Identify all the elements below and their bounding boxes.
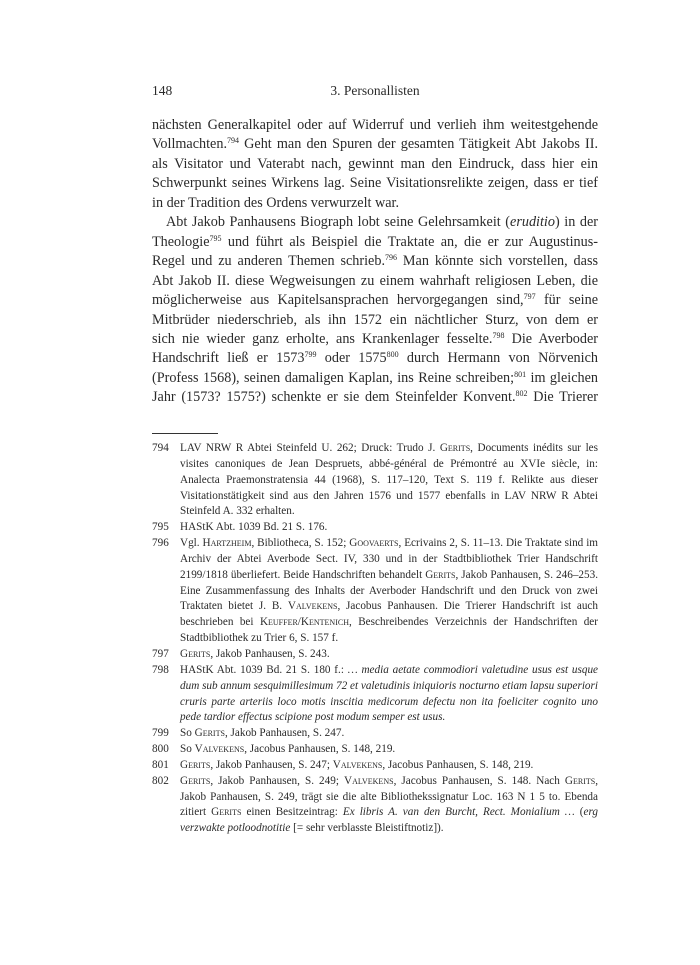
text-run: Abt Jakob Panhausens Biograph lobt seine Gelehrsamkeit ( — [166, 214, 511, 231]
text-run: , Jacobus Panhausen, S. 148, 219. — [382, 758, 534, 771]
line: Mitbrüder niederschrieb, als ihn 1572 ein nächtlicher Sturz, von dem er — [152, 311, 598, 328]
footnote-ref-795[interactable]: 795 — [209, 233, 222, 243]
footnote-number: 794 — [152, 442, 169, 454]
paragraph — [152, 116, 598, 194]
line: Abt Jakob II. diese Wegweisungen zu einem wahrhaft religiosen Leben, die — [152, 272, 598, 289]
author-name: Valvekens — [332, 758, 383, 771]
text-run: LAV NRW R Abtei Steinfeld U. 262; Druck: Trudo J. — [180, 442, 440, 454]
text-run: Vollmachten. — [152, 136, 227, 153]
footnote-796 — [152, 536, 598, 647]
text-run: , Jakob Panhausen, S. 247. — [224, 727, 345, 740]
italic-quote: erg verzwakte potloodnotitie — [180, 806, 599, 835]
running-title: 3. Personallisten — [330, 83, 420, 98]
footnote-801 — [152, 758, 598, 774]
latin-quote: … media aetate commodiori valetudine usus est usque dum sub annum sesquimillesimum 72 et valetudinis iniquioris nocturno etiam lapsu superiori cruris parte arteriis loco motis inscitia medicorum defectu non ita foeliciter cognito uno pede tardior effectus scipione post modum semper est usus. — [180, 663, 599, 724]
author-name: Gerits — [180, 774, 211, 787]
line: in der Tradition des Ordens verwurzelt war. — [152, 194, 400, 211]
text-run: und führt als Beispiel die Traktate an, die er zur Augustinus- — [221, 233, 598, 250]
footnote-ref-794[interactable]: 794 — [227, 136, 239, 146]
text-run: , Bibliotheca, S. 152; — [251, 537, 350, 550]
text-run: , Jakob Panhausen, S. 249; — [210, 774, 344, 787]
main-text — [152, 116, 598, 408]
footnote-number: 796 — [152, 537, 169, 550]
author-name: Gerits — [180, 758, 211, 771]
footnote-ref-802[interactable]: 802 — [515, 389, 528, 399]
footnote-802 — [152, 774, 598, 837]
italic-quote: Ex libris A. van den Burcht, Rect. Monialium … — [342, 806, 575, 819]
text-run: Theologie — [152, 233, 210, 250]
footnote-number: 795 — [152, 521, 169, 534]
footnotes — [152, 441, 598, 837]
footnote-number: 799 — [152, 727, 169, 740]
footnote-ref-801[interactable]: 801 — [514, 369, 527, 379]
footnote-number: 802 — [152, 774, 169, 787]
text-run: , Jacobus Panhausen. Die Trierer Handschrift ist auch beschrieben bei — [180, 600, 598, 629]
text-run: Jahr (1573? 1575?) schenkte er sie dem Steinfelder Konvent. — [152, 389, 516, 406]
line: als Visitator und Vaterabt nach, gewinnt man den Eindruck, dass hier ein — [152, 155, 598, 172]
paragraph — [152, 213, 598, 408]
footnote-ref-798[interactable]: 798 — [492, 330, 505, 340]
footnote-795 — [152, 520, 598, 536]
footnote-797 — [152, 647, 598, 663]
text-run: oder 1575 — [316, 350, 387, 367]
text-run: , Jakob Panhausen, S. 247; — [210, 758, 333, 771]
text-run: (Profess 1568), seinen damaligen Kaplan, ins Reine schreiben; — [152, 369, 515, 386]
author-name: Gerits — [180, 647, 211, 660]
footnote-799 — [152, 726, 598, 742]
footnote-ref-796[interactable]: 796 — [385, 253, 397, 263]
footnote-number: 798 — [152, 663, 169, 676]
text-run: , Jakob Panhausen, S. 246–253. Eine Zusammenfassung des Inhalts der Averboder Handschrift und den Druck von zwei Traktaten bietet J. B. — [180, 568, 598, 613]
text-run: Vgl. — [180, 537, 203, 550]
footnote-number: 797 — [152, 647, 169, 660]
text-run: , Documents inédits sur les visites canoniques de Jean Despruets, abbé-général de Prémontré au XVIe siècle, in: Analecta Praemonstratensia 44 (1968), S. 117–120, Text S. 119 f. Relikte aus dieser Visitationstätigkeit sind aus den Jahren 1576 und 1577 ebenfalls in LAV NRW R Abtei Steinfeld A. 332 erhalten. — [180, 442, 598, 518]
footnote-ref-799[interactable]: 799 — [304, 350, 317, 360]
text-run: [= sehr verblasste Bleistiftnotiz]). — [290, 822, 444, 835]
author-name: Valvekens — [194, 743, 245, 756]
page-number: 148 — [152, 83, 173, 98]
footnote-ref-797[interactable]: 797 — [523, 292, 536, 302]
text-run: , Jacobus Panhausen, S. 148, 219. — [244, 743, 396, 756]
text-run: möglicherweise aus Kapitelsansprachen hervorgegangen sind, — [152, 292, 524, 309]
paragraph-last-line — [152, 194, 598, 213]
italic-term: eruditio — [510, 214, 555, 231]
text-run: , Ecrivains 2, S. 11–13. Die Traktate sind im Archiv der Abtei Averbode Sect. IV, 330 und in der Stadtbibliothek Trier Handschrift 2199/1818 überliefert. Beide Handschriften behandelt — [180, 537, 599, 581]
footnote-number: 800 — [152, 743, 169, 756]
text-run: für seine — [535, 292, 599, 309]
text-run: sich nie wieder ganz erholte, ans Krankenlager fesselte. — [152, 330, 493, 347]
text-run: , Jakob Panhausen, S. 243. — [210, 647, 330, 660]
footnote-798 — [152, 663, 598, 726]
text-run: , Beschreibendes Verzeichnis der Handschriften der Stadtbibliothek zu Trier 6, S. 157 f. — [180, 616, 598, 645]
author-name: Gerits — [439, 442, 471, 454]
author-name: Gerits — [425, 568, 456, 581]
text-run: Man könnte sich vorstellen, dass — [397, 253, 598, 270]
footnote-800 — [152, 742, 598, 758]
line: Schwerpunkt seines Wirkens lag. Seine Visitationsrelikte zeigen, dass er tief — [152, 175, 598, 192]
footnote-separator — [152, 433, 218, 434]
text-run: einen Besitzeintrag: — [241, 806, 343, 819]
text-run: , Jacobus Panhausen, S. 148. Nach — [393, 774, 565, 787]
text-run: HAStK Abt. 1039 Bd. 21 S. 180 f.: — [180, 663, 348, 676]
text-run: So — [180, 727, 195, 740]
author-name: Gerits — [564, 774, 596, 787]
text-run: Regel und zu anderen Themen schrieb. — [152, 253, 385, 270]
author-name: Gerits — [194, 727, 225, 740]
text-run: Handschrift ließ er 1573 — [152, 350, 305, 367]
text-run: HAStK Abt. 1039 Bd. 21 S. 176. — [180, 521, 328, 534]
footnote-794 — [152, 441, 598, 520]
author-name: Gerits — [211, 806, 242, 819]
page-header — [152, 83, 598, 105]
text-run: durch Hermann von Nörvenich — [398, 350, 598, 367]
footnote-number: 801 — [152, 758, 169, 771]
author-name: Goovaerts — [349, 537, 399, 550]
text-run: ( — [574, 806, 584, 819]
line: nächsten Generalkapitel oder auf Widerruf und verlieh ihm weitestgehende — [152, 117, 598, 133]
text-run: Die Trierer — [527, 389, 598, 406]
author-name: Valvekens — [287, 600, 338, 613]
text-run: im gleichen — [526, 369, 598, 386]
text-run: ) in der — [554, 214, 598, 231]
author-name: Valvekens — [343, 774, 394, 787]
text-run: Die Averboder — [504, 330, 598, 347]
author-name: Hartzheim — [202, 537, 252, 550]
text-run: , Jakob Panhausen, S. 249, trägt sie die alte Bibliothekssignatur Loc. 163 N 1 5 to. Ebenda zitiert — [180, 774, 598, 819]
text-run: So — [180, 743, 195, 756]
footnote-ref-800[interactable]: 800 — [386, 350, 399, 360]
text-run: Geht man den Spuren der gesamten Tätigkeit Abt Jakobs II. — [239, 136, 598, 153]
author-name: Keuffer/Kentenich — [259, 616, 349, 629]
